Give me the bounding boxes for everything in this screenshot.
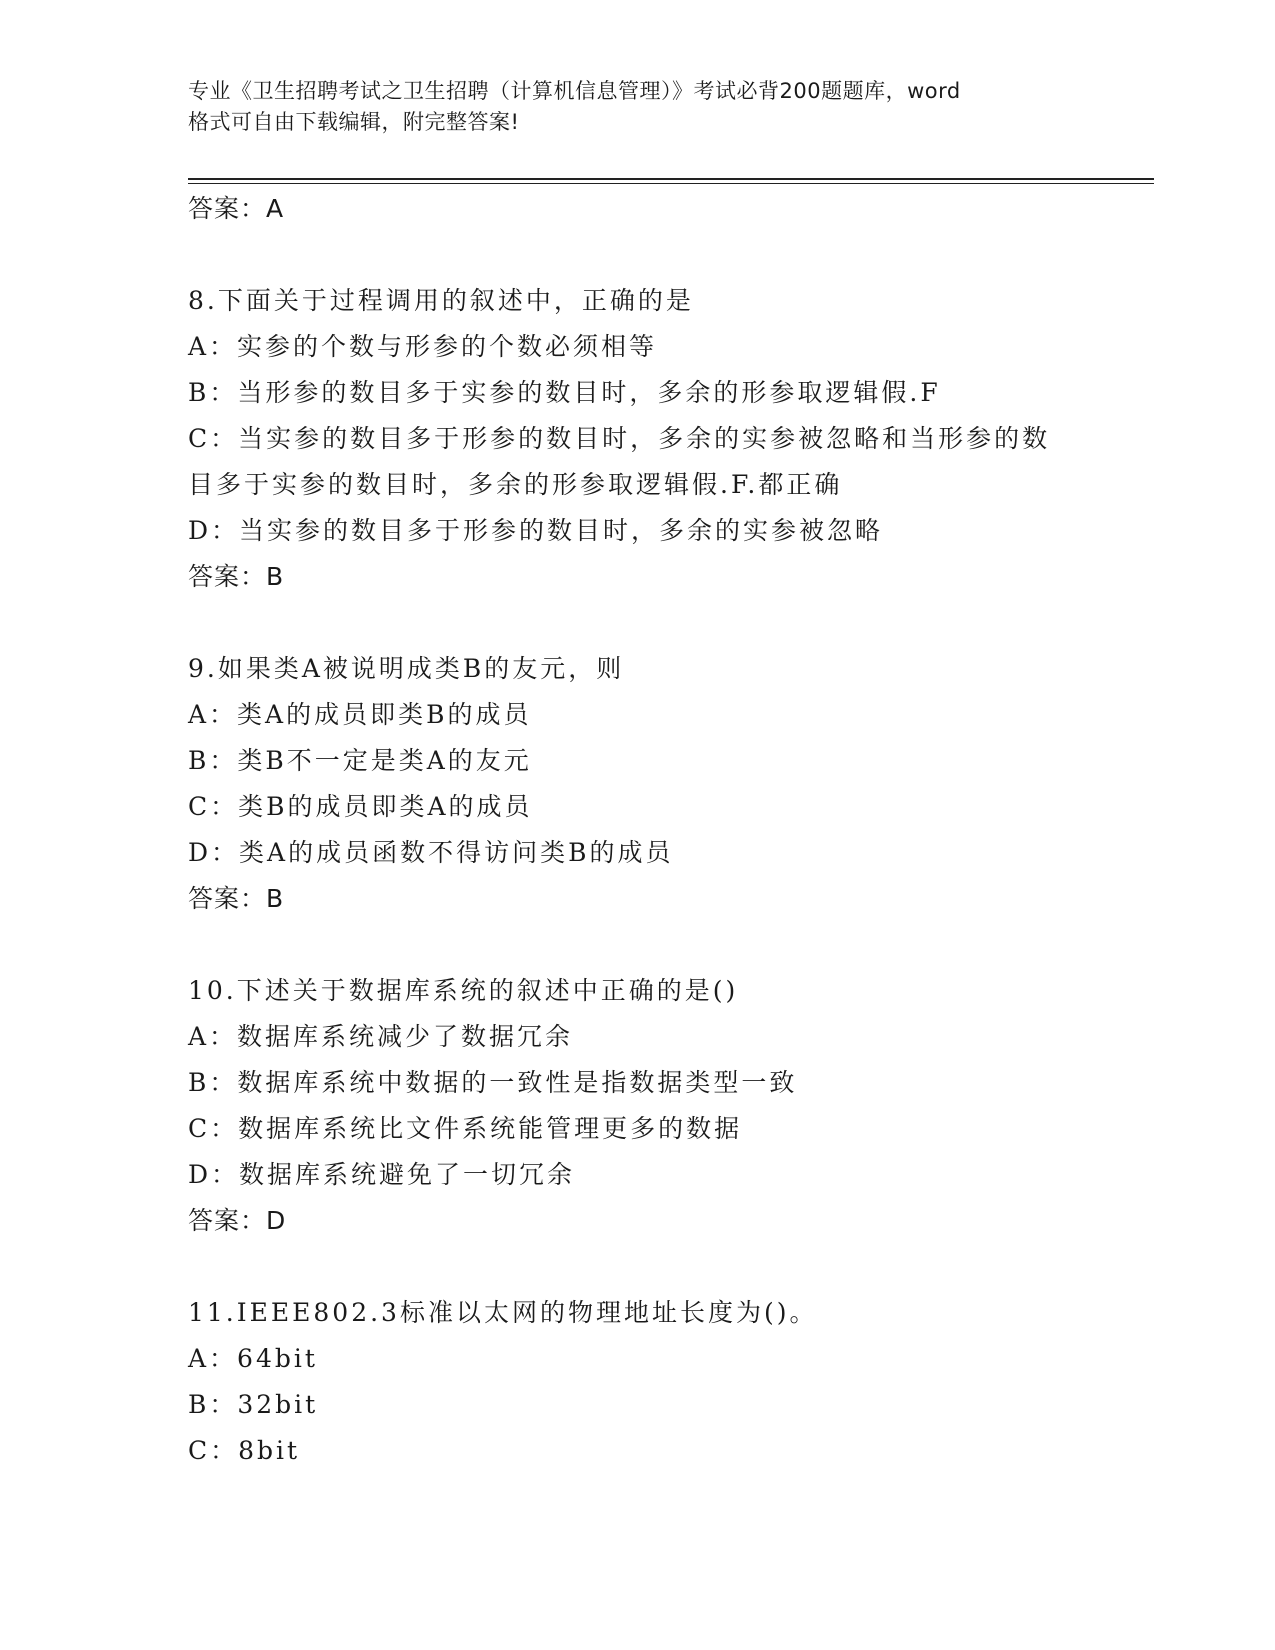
option-c: C：数据库系统比文件系统能管理更多的数据 — [188, 1114, 743, 1143]
option-b: B：类B不一定是类A的友元 — [188, 746, 532, 775]
spacer — [188, 232, 1088, 278]
option-d: D：类A的成员函数不得访问类B的成员 — [188, 838, 674, 867]
question-list — [188, 186, 1088, 1474]
option-c: C：8bit — [188, 1436, 301, 1465]
question-stem: 9.如果类A被说明成类B的友元，则 — [188, 654, 625, 683]
answer-line: 答案：B — [188, 562, 285, 591]
document-header — [188, 76, 1088, 138]
question-stem: 11.IEEE802.3标准以太网的物理地址长度为()。 — [188, 1298, 818, 1327]
header-line-2: 格式可自由下载编辑，附完整答案! — [188, 110, 520, 134]
answer-line: 答案：D — [188, 1206, 287, 1235]
answer-line: 答案：B — [188, 884, 285, 913]
spacer — [188, 922, 1088, 968]
header-divider-thin — [188, 183, 1154, 184]
spacer — [188, 1244, 1088, 1290]
option-a: A：实参的个数与形参的个数必须相等 — [188, 332, 658, 361]
header-line-1: 专业《卫生招聘考试之卫生招聘（计算机信息管理）》考试必背200题题库，word — [188, 79, 961, 103]
option-c: C：当实参的数目多于形参的数目时，多余的实参被忽略和当形参的数 — [188, 424, 1051, 453]
option-b: B：32bit — [188, 1390, 319, 1419]
option-d: D：当实参的数目多于形参的数目时，多余的实参被忽略 — [188, 516, 884, 545]
question-block — [188, 646, 1088, 922]
header-divider-thick — [188, 178, 1154, 180]
question-stem: 8.下面关于过程调用的叙述中，正确的是 — [188, 286, 694, 315]
question-stem: 10.下述关于数据库系统的叙述中正确的是() — [188, 976, 739, 1005]
question-block — [188, 278, 1088, 600]
option-b: B：当形参的数目多于实参的数目时，多余的形参取逻辑假.F — [188, 378, 941, 407]
question-block — [188, 1290, 1088, 1474]
option-a: A：类A的成员即类B的成员 — [188, 700, 532, 729]
option-a: A：64bit — [188, 1344, 318, 1373]
option-d: D：数据库系统避免了一切冗余 — [188, 1160, 576, 1189]
option-c: C：类B的成员即类A的成员 — [188, 792, 533, 821]
answer-line: 答案：A — [188, 194, 285, 223]
option-c-continued: 目多于实参的数目时，多余的形参取逻辑假.F.都正确 — [188, 470, 843, 499]
option-b: B：数据库系统中数据的一致性是指数据类型一致 — [188, 1068, 798, 1097]
question-block — [188, 968, 1088, 1244]
spacer — [188, 600, 1088, 646]
option-a: A：数据库系统减少了数据冗余 — [188, 1022, 574, 1051]
